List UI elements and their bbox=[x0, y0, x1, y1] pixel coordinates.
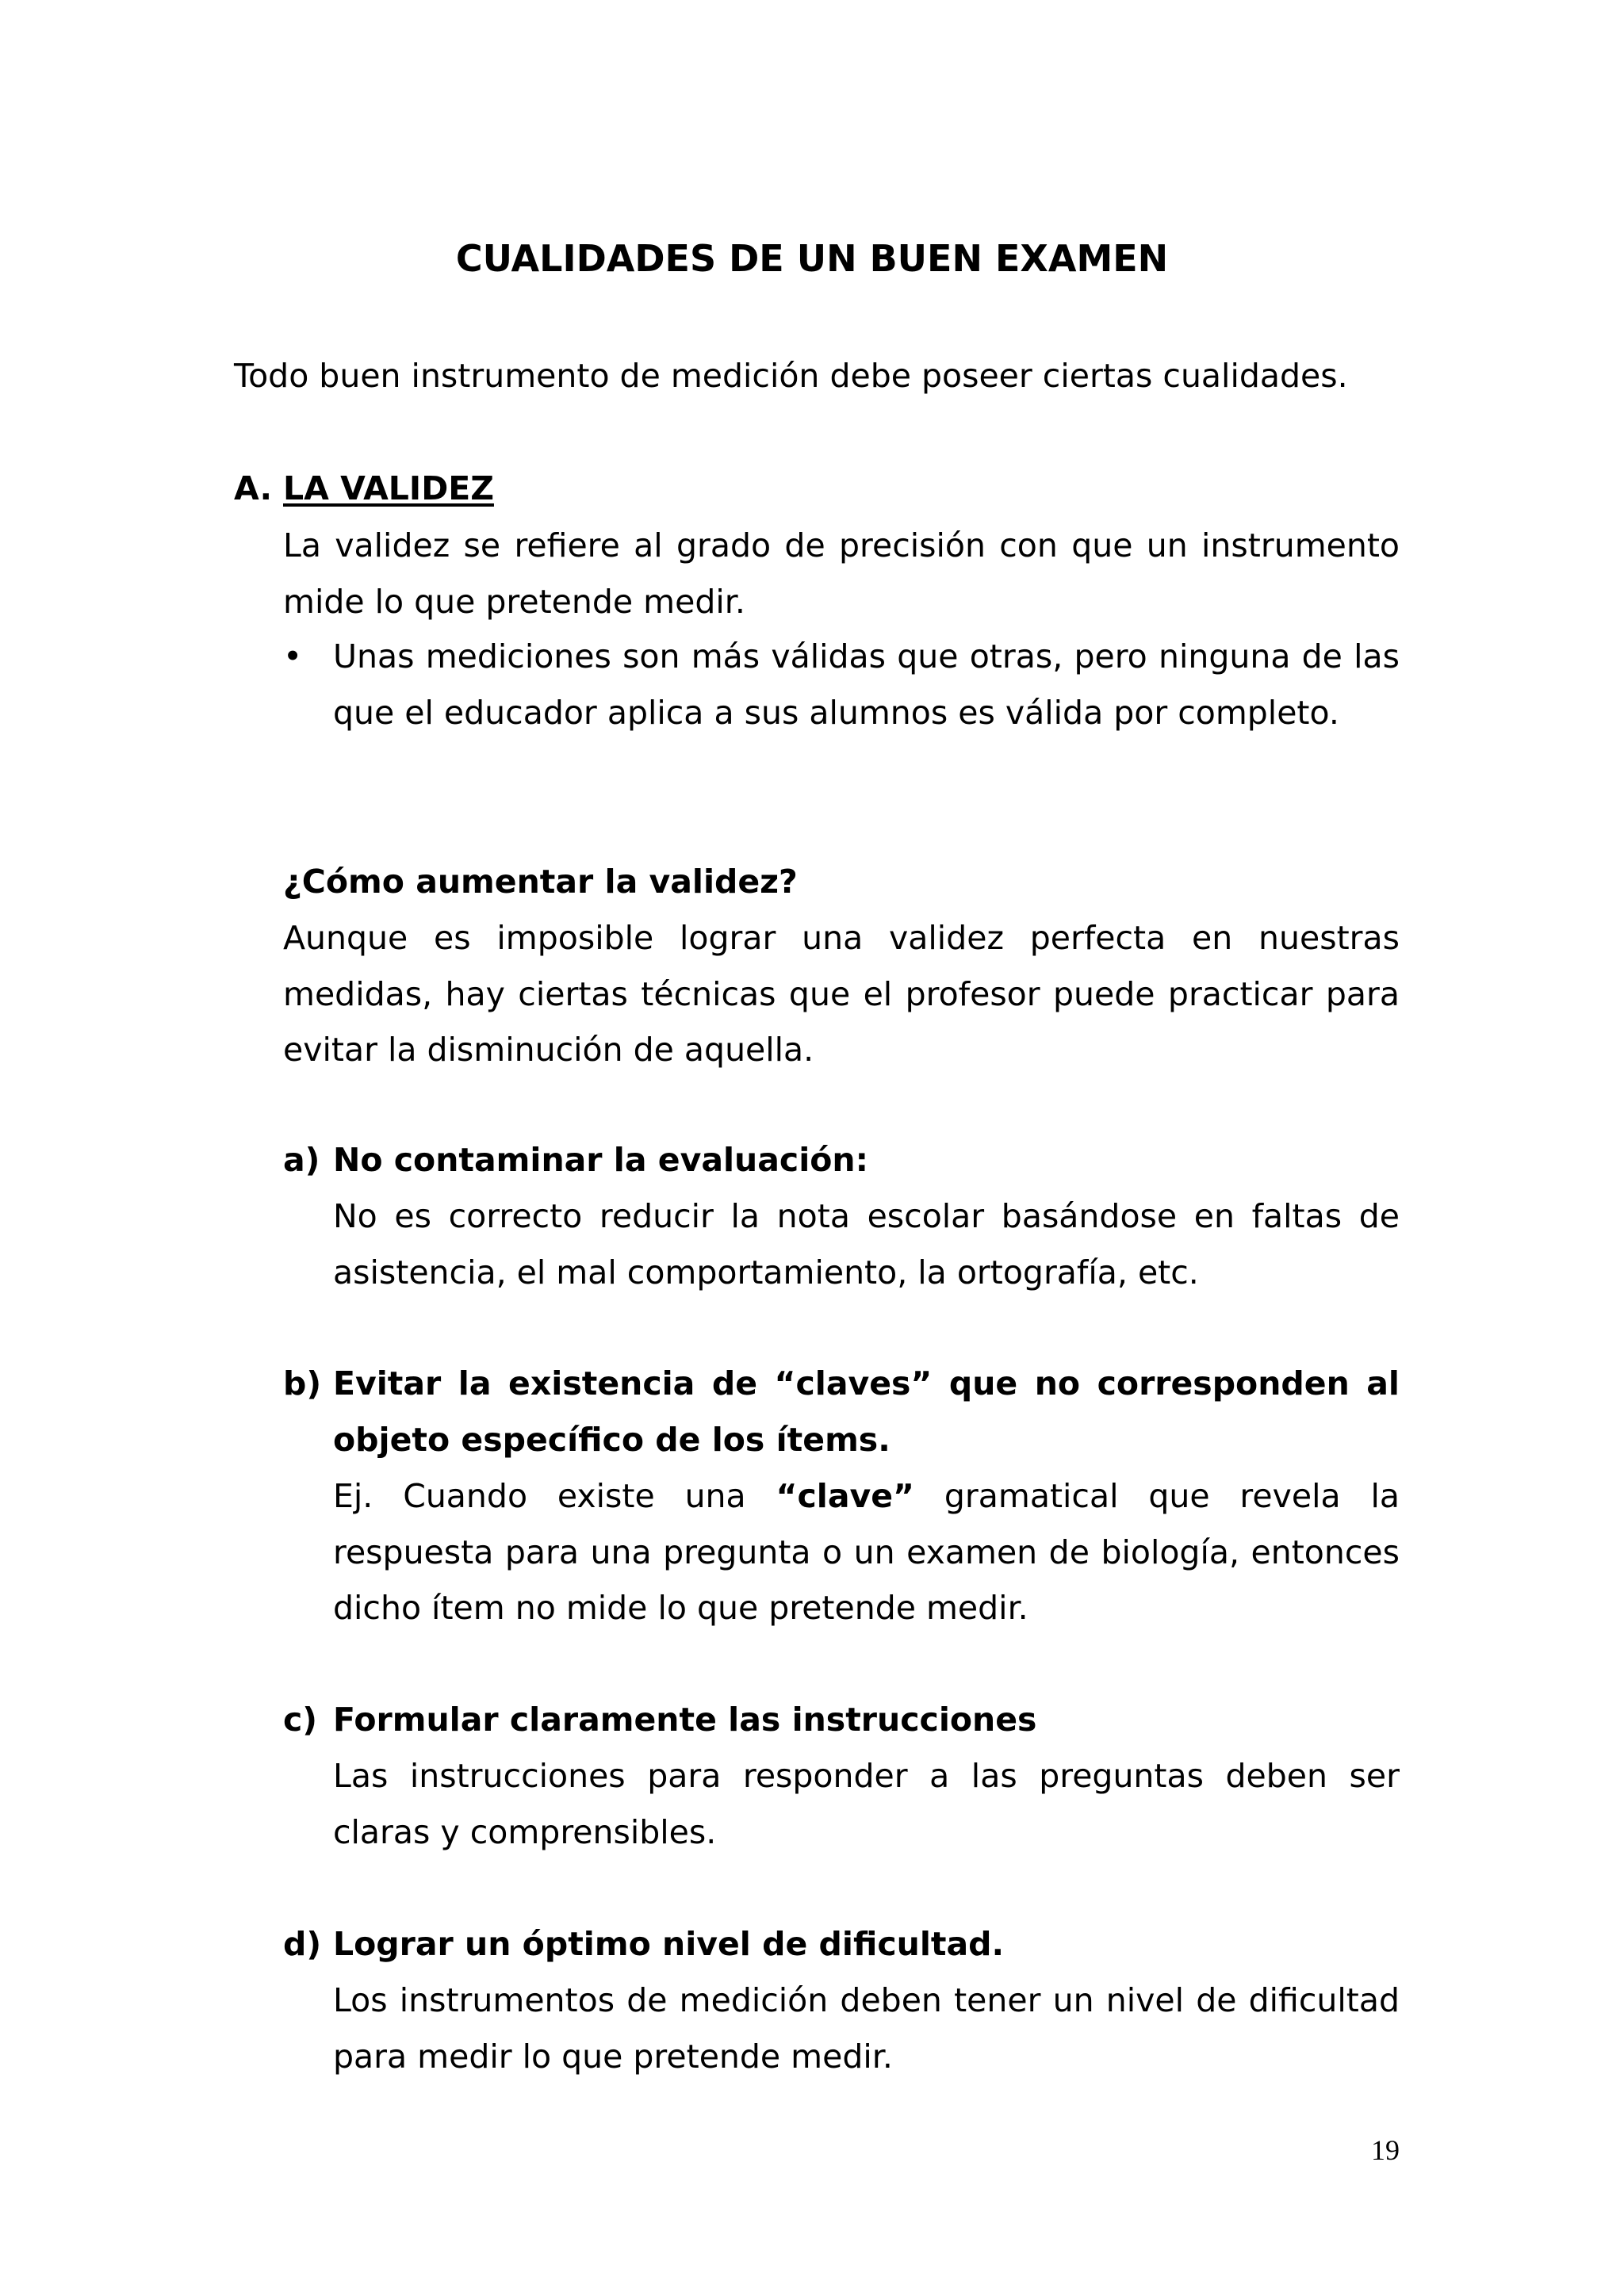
item-d-title: Lograr un óptimo nivel de dificultad. bbox=[333, 1925, 1005, 1963]
item-b-text bbox=[333, 1468, 1400, 1636]
item-d-heading bbox=[283, 1916, 1400, 1973]
validity-definition: La validez se refiere al grado de precisión con que un instrumento mide lo que pretende medir. bbox=[283, 526, 1400, 621]
how-to-increase-text: Aunque es imposible lograr una validez perfecta en nuestras medidas, hay ciertas técnicas que el profesor puede practicar para evitar la disminución de aquella. bbox=[283, 919, 1400, 1070]
bullet-icon: • bbox=[283, 637, 303, 675]
bullet-text: Unas mediciones son más válidas que otras, pero ninguna de las que el educador aplica a sus alumnos es válida por completo. bbox=[333, 637, 1400, 732]
intro-paragraph: Todo buen instrumento de medición debe poseer ciertas cualidades. bbox=[234, 357, 1348, 395]
item-d-marker: d) bbox=[283, 1925, 322, 1963]
item-d-text: Los instrumentos de medición deben tener un nivel de dificultad para medir lo que pretende medir. bbox=[333, 1981, 1400, 2076]
item-c-text: Las instrucciones para responder a las preguntas deben ser claras y comprensibles. bbox=[333, 1757, 1400, 1851]
item-b-title: Evitar la existencia de “claves” que no corresponden al objeto específico de los ítems. bbox=[333, 1364, 1400, 1459]
section-a-heading bbox=[234, 465, 494, 512]
item-a-title: No contaminar la evaluación: bbox=[333, 1141, 869, 1179]
section-a-letter: A. bbox=[234, 469, 273, 507]
item-b-text-bold: “clave” bbox=[776, 1477, 914, 1515]
item-c-title: Formular claramente las instrucciones bbox=[333, 1701, 1037, 1739]
section-a-label: LA VALIDEZ bbox=[283, 469, 494, 507]
item-b-heading bbox=[283, 1356, 1400, 1468]
how-to-increase-heading: ¿Cómo aumentar la validez? bbox=[283, 863, 798, 901]
page-title: CUALIDADES DE UN BUEN EXAMEN bbox=[455, 237, 1169, 280]
item-a-heading bbox=[283, 1132, 1400, 1188]
item-a-text: No es correcto reducir la nota escolar basándose en faltas de asistencia, el mal comportamiento, la ortografía, etc. bbox=[333, 1197, 1400, 1292]
item-b-text-after: gramatical que revela la respuesta para una pregunta o un examen de biología, entonces dicho ítem no mide lo que pretende medir. bbox=[333, 1477, 1400, 1628]
item-a-marker: a) bbox=[283, 1141, 320, 1179]
item-b-marker: b) bbox=[283, 1364, 322, 1402]
page-number: 19 bbox=[1371, 2134, 1400, 2166]
item-c-heading bbox=[283, 1692, 1400, 1748]
item-c-marker: c) bbox=[283, 1701, 318, 1739]
item-b-text-before: Ej. Cuando existe una bbox=[333, 1477, 746, 1515]
